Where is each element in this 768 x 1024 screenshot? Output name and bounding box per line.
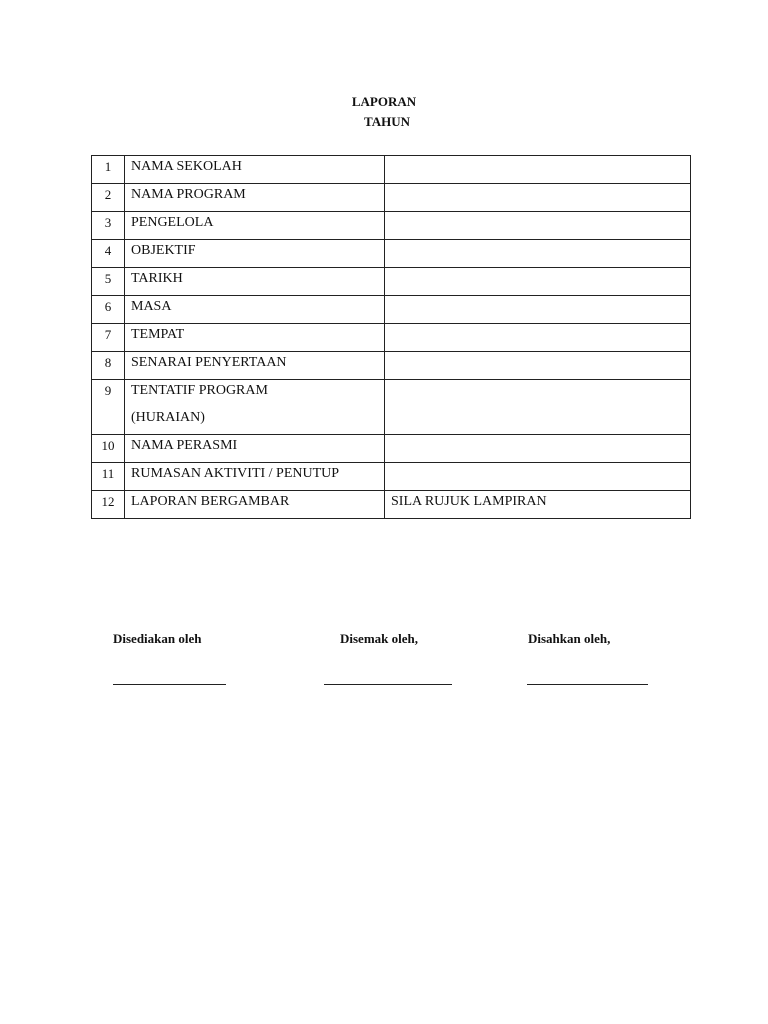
approved-by-label: Disahkan oleh, (528, 631, 611, 646)
row-value (385, 296, 691, 324)
table-row (92, 435, 691, 463)
prepared-by-signature-line (113, 684, 226, 685)
row-number: 4 (92, 240, 125, 268)
row-label: NAMA SEKOLAH (125, 156, 385, 184)
approved-by-signature-line (527, 684, 648, 685)
table-row (92, 184, 691, 212)
row-label: OBJEKTIF (125, 240, 385, 268)
checked-by-signature-line (324, 684, 452, 685)
row-value (385, 352, 691, 380)
row-label: MASA (125, 296, 385, 324)
row-value (385, 212, 691, 240)
row-label-cell (125, 380, 385, 435)
row-number: 8 (92, 352, 125, 380)
prepared-by-label: Disediakan oleh (113, 631, 202, 646)
row-label: LAPORAN BERGAMBAR (125, 491, 385, 519)
table-row (92, 324, 691, 352)
row-number: 9 (92, 380, 125, 435)
row-label: TEMPAT (125, 324, 385, 352)
row-number: 11 (92, 463, 125, 491)
row-label: NAMA PROGRAM (125, 184, 385, 212)
report-subtitle: TAHUN (364, 114, 410, 129)
row-number: 12 (92, 491, 125, 519)
row-value (385, 435, 691, 463)
row-number: 10 (92, 435, 125, 463)
row-number: 6 (92, 296, 125, 324)
row-label: NAMA PERASMI (125, 435, 385, 463)
table-row (92, 212, 691, 240)
table-row (92, 156, 691, 184)
row-value (385, 268, 691, 296)
table-row (92, 463, 691, 491)
row-label-line2: (HURAIAN) (131, 410, 205, 425)
row-value: SILA RUJUK LAMPIRAN (385, 491, 691, 519)
row-number: 3 (92, 212, 125, 240)
row-number: 7 (92, 324, 125, 352)
report-title: LAPORAN (351, 94, 417, 109)
table-row (92, 491, 691, 519)
row-value (385, 463, 691, 491)
table-row (92, 380, 691, 435)
row-label: TARIKH (125, 268, 385, 296)
report-table (91, 155, 691, 519)
row-number: 1 (92, 156, 125, 184)
row-value (385, 184, 691, 212)
table-row (92, 240, 691, 268)
table-row (92, 268, 691, 296)
row-label: RUMASAN AKTIVITI / PENUTUP (125, 463, 385, 491)
table-row (92, 296, 691, 324)
row-value (385, 324, 691, 352)
row-value (385, 380, 691, 435)
row-value (385, 240, 691, 268)
table-row (92, 352, 691, 380)
row-label: SENARAI PENYERTAAN (125, 352, 385, 380)
row-label: TENTATIF PROGRAM (131, 383, 268, 398)
row-label: PENGELOLA (125, 212, 385, 240)
checked-by-label: Disemak oleh, (340, 631, 418, 646)
row-number: 5 (92, 268, 125, 296)
row-number: 2 (92, 184, 125, 212)
row-value (385, 156, 691, 184)
